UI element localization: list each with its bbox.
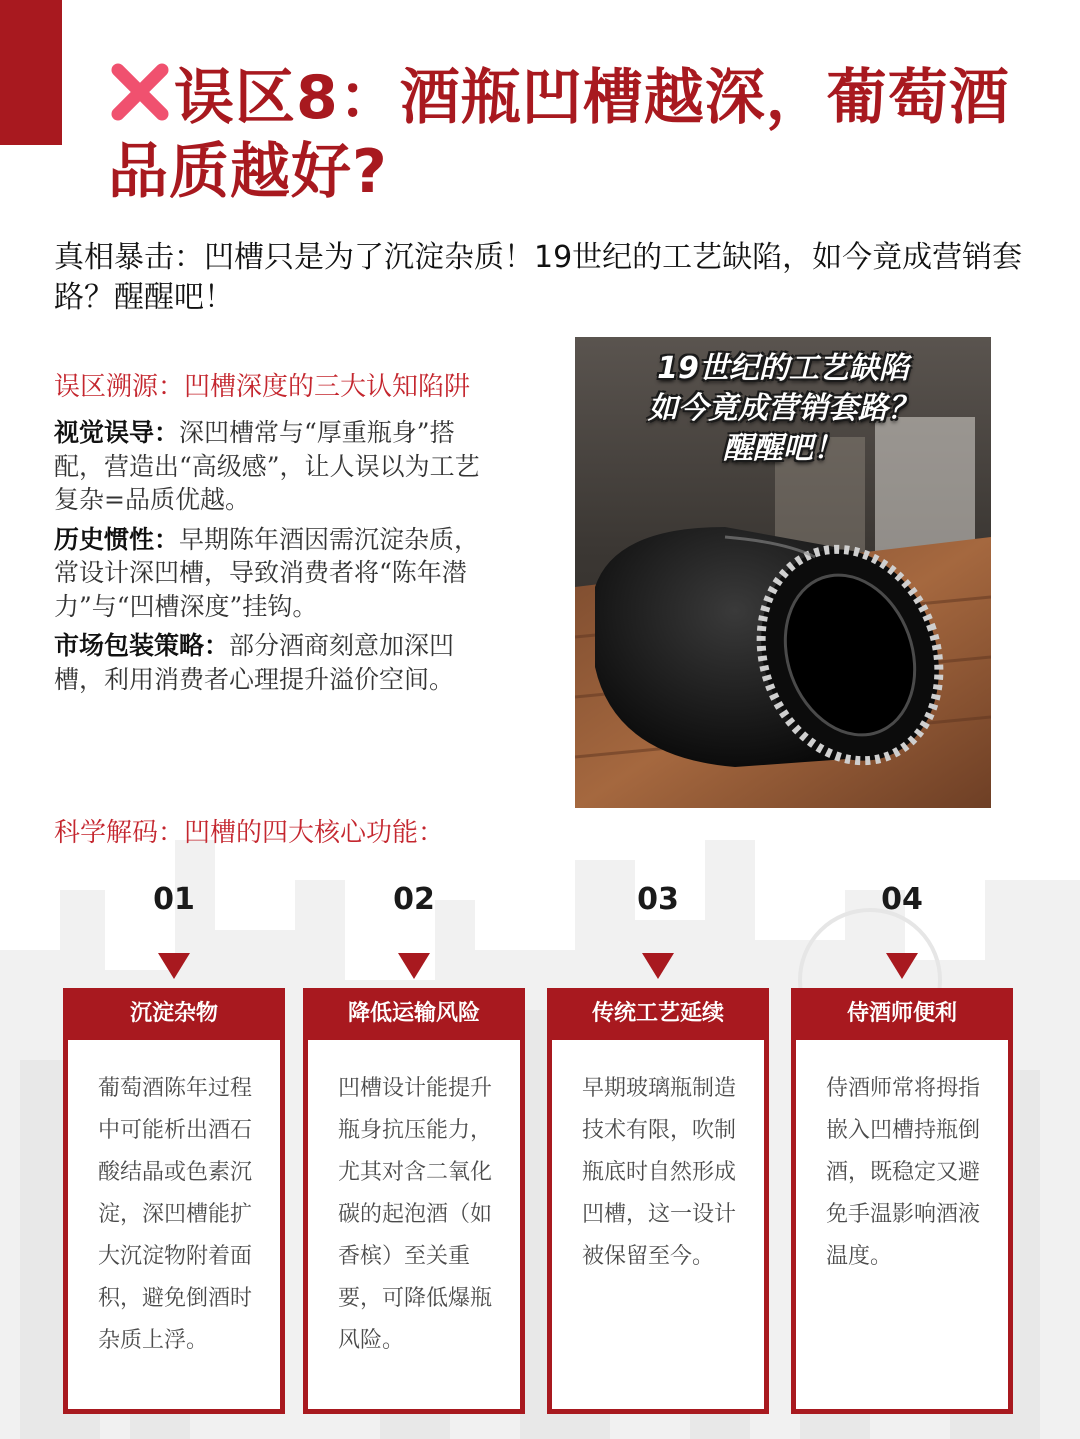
triangle-down-icon: [398, 953, 430, 979]
card-title: 侍酒师便利: [846, 1001, 957, 1026]
card-body: 侍酒师常将拇指嵌入凹槽持瓶倒酒，既稳定又避免手温影响酒液温度。: [796, 1040, 1008, 1409]
photo-caption-line: 19世纪的工艺缺陷: [657, 351, 909, 386]
card-number: 01: [153, 882, 195, 917]
function-card: [303, 988, 525, 1414]
card-body: 早期玻璃瓶制造技术有限，吹制瓶底时自然形成凹槽，这一设计被保留至今。: [552, 1040, 764, 1409]
triangle-down-icon: [158, 953, 190, 979]
origin-point-term: 视觉误导：: [54, 418, 180, 447]
origin-point-term: 历史惯性：: [54, 524, 180, 554]
origin-point-term: 市场包装策略：: [54, 631, 230, 660]
photo-caption-line: 如今竟成营销套路？: [648, 391, 918, 426]
corner-accent-bar: [0, 0, 62, 145]
photo-caption-line: 醒醒吧！: [723, 431, 843, 466]
origin-section: [54, 370, 494, 702]
page-subtitle: 真相暴击：凹槽只是为了沉淀杂质！19世纪的工艺缺陷，如今竟成营销套路？醒醒吧！: [54, 240, 1023, 315]
card-number: 04: [881, 882, 923, 917]
card-title: 传统工艺延续: [591, 1001, 724, 1026]
card-body: 葡萄酒陈年过程中可能析出酒石酸结晶或色素沉淀，深凹槽能扩大沉淀物附着面积，避免倒酒时杂质上浮。: [68, 1040, 280, 1409]
card-number: 03: [637, 882, 679, 917]
card-number: 02: [393, 882, 435, 917]
science-heading: 科学解码：凹槽的四大核心功能：: [54, 818, 445, 848]
page-title: [108, 60, 1038, 209]
page-title-text: 误区8：酒瓶凹槽越深，葡萄酒品质越好?: [108, 63, 1010, 207]
origin-point-text: 深凹槽常与“厚重瓶身”搭配，营造出“高级感”，让人误以为工艺复杂=品质优越。: [54, 418, 480, 514]
origin-point-text: 早期陈年酒因需沉淀杂质，常设计深凹槽，导致消费者将“陈年潜力”与“凹槽深度”挂钩。: [54, 524, 480, 621]
wine-bottle-photo: [575, 337, 991, 808]
function-card: [791, 988, 1013, 1414]
card-title: 降低运输风险: [347, 1001, 480, 1026]
origin-point: [54, 416, 494, 517]
origin-point-text: 部分酒商刻意加深凹槽，利用消费者心理提升溢价空间。: [54, 631, 455, 694]
function-card: [547, 988, 769, 1414]
origin-point: [54, 523, 494, 624]
cross-mark-icon: [108, 60, 172, 124]
triangle-down-icon: [886, 953, 918, 979]
origin-heading: 误区溯源：凹槽深度的三大认知陷阱: [54, 372, 471, 402]
photo-caption: [575, 349, 991, 469]
origin-point: [54, 629, 494, 696]
triangle-down-icon: [642, 953, 674, 979]
card-body: 凹槽设计能提升瓶身抗压能力，尤其对含二氧化碳的起泡酒（如香槟）至关重要，可降低爆瓶风险。: [308, 1040, 520, 1409]
function-card: [63, 988, 285, 1414]
card-title: 沉淀杂物: [129, 1001, 218, 1026]
